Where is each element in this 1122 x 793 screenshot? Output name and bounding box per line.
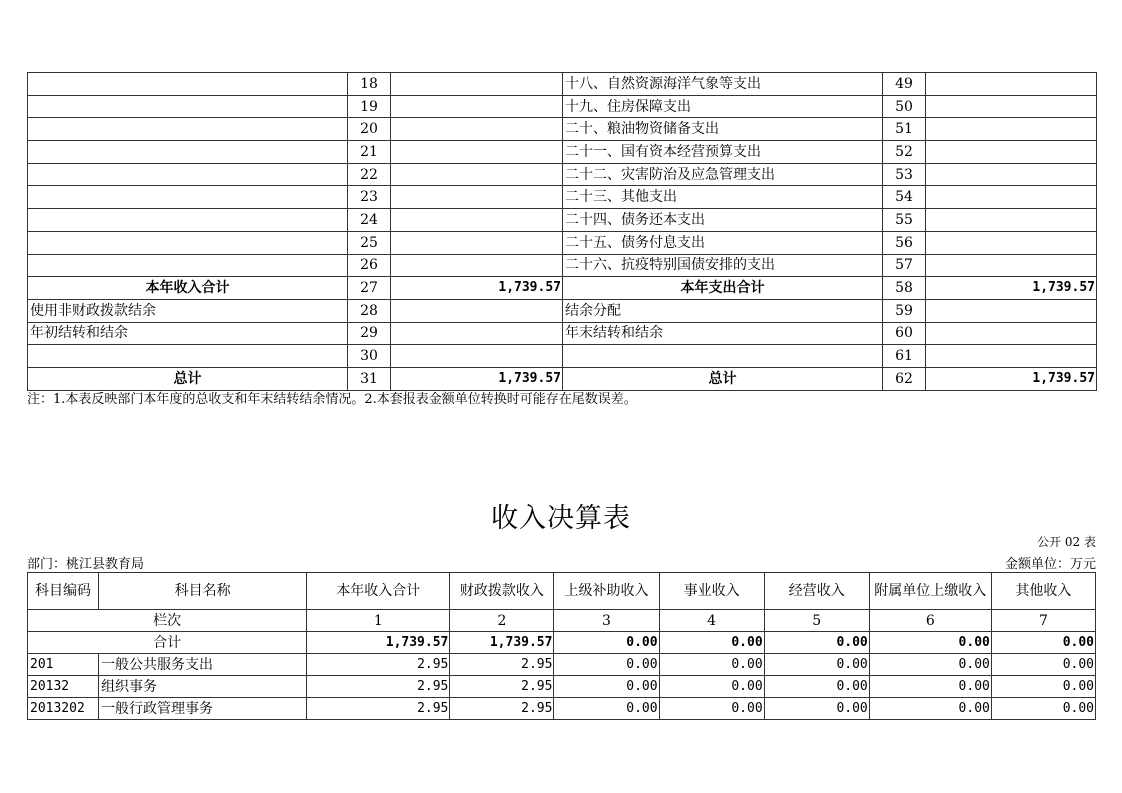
income-item-label	[28, 163, 348, 186]
expenditure-amount	[926, 254, 1097, 277]
income-line-number: 19	[348, 95, 391, 118]
table-note: 注：1.本表反映部门本年度的总收支和年末结转结余情况。2.本套报表金额单位转换时可能存在尾数误差。	[27, 392, 637, 407]
income-amount	[391, 254, 563, 277]
amount-cell: 0.00	[869, 676, 991, 698]
expenditure-amount	[926, 209, 1097, 232]
summary-row	[28, 231, 1097, 254]
department-label: 部门：桃江县教育局	[27, 557, 145, 572]
expenditure-amount	[926, 345, 1097, 368]
income-line-number: 29	[348, 322, 391, 345]
expenditure-item-label: 总计	[563, 367, 883, 390]
subject-code: 201	[28, 654, 99, 676]
summary-row	[28, 322, 1097, 345]
expenditure-line-number: 53	[883, 163, 926, 186]
summary-row	[28, 73, 1097, 96]
income-amount	[391, 209, 563, 232]
summary-row	[28, 299, 1097, 322]
income-item-label	[28, 95, 348, 118]
total-value: 0.00	[869, 632, 991, 654]
expenditure-line-number: 50	[883, 95, 926, 118]
income-item-label	[28, 345, 348, 368]
header-cell: 事业收入	[659, 573, 764, 610]
income-amount	[391, 186, 563, 209]
summary-row	[28, 254, 1097, 277]
summary-row	[28, 95, 1097, 118]
amount-cell: 0.00	[554, 654, 659, 676]
amount-cell: 2.95	[307, 676, 450, 698]
income-item-label	[28, 73, 348, 96]
expenditure-amount	[926, 95, 1097, 118]
income-line-number: 25	[348, 231, 391, 254]
expenditure-item-label: 二十四、债务还本支出	[563, 209, 883, 232]
summary-row	[28, 141, 1097, 164]
expenditure-line-number: 61	[883, 345, 926, 368]
unit-label: 金额单位：万元	[1004, 557, 1096, 572]
income-line-number: 20	[348, 118, 391, 141]
income-line-number: 22	[348, 163, 391, 186]
subject-name: 组织事务	[99, 676, 307, 698]
expenditure-item-label: 二十三、其他支出	[563, 186, 883, 209]
total-value: 1,739.57	[450, 632, 554, 654]
income-amount	[391, 163, 563, 186]
income-line-number: 23	[348, 186, 391, 209]
amount-cell: 0.00	[869, 654, 991, 676]
table-row	[28, 654, 1096, 676]
income-amount	[391, 345, 563, 368]
total-value: 0.00	[764, 632, 869, 654]
expenditure-line-number: 51	[883, 118, 926, 141]
expenditure-line-number: 55	[883, 209, 926, 232]
subject-name: 一般公共服务支出	[99, 654, 307, 676]
expenditure-item-label: 二十一、国有资本经营预算支出	[563, 141, 883, 164]
income-item-label: 使用非财政拨款结余	[28, 299, 348, 322]
header-cell: 科目名称	[99, 573, 307, 610]
expenditure-line-number: 60	[883, 322, 926, 345]
amount-cell: 0.00	[764, 676, 869, 698]
total-value: 0.00	[659, 632, 764, 654]
summary-row	[28, 209, 1097, 232]
total-value: 0.00	[991, 632, 1095, 654]
table-row	[28, 698, 1096, 720]
amount-cell: 0.00	[659, 676, 764, 698]
income-line-number: 18	[348, 73, 391, 96]
income-amount: 1,739.57	[391, 277, 563, 300]
expenditure-line-number: 49	[883, 73, 926, 96]
income-line-number: 27	[348, 277, 391, 300]
form-code: 公开 02 表	[1037, 535, 1096, 549]
expenditure-amount: 1,739.57	[926, 277, 1097, 300]
expenditure-amount	[926, 73, 1097, 96]
summary-row	[28, 367, 1097, 390]
income-amount	[391, 118, 563, 141]
expenditure-amount: 1,739.57	[926, 367, 1097, 390]
income-item-label	[28, 186, 348, 209]
amount-cell: 0.00	[764, 654, 869, 676]
subject-code: 20132	[28, 676, 99, 698]
column-number: 7	[991, 610, 1095, 632]
amount-cell: 0.00	[554, 698, 659, 720]
expenditure-line-number: 58	[883, 277, 926, 300]
expenditure-item-label: 二十、粮油物资储备支出	[563, 118, 883, 141]
header-row	[28, 573, 1096, 610]
expenditure-line-number: 57	[883, 254, 926, 277]
amount-cell: 2.95	[450, 676, 554, 698]
table-row	[28, 676, 1096, 698]
income-item-label: 年初结转和结余	[28, 322, 348, 345]
amount-cell: 0.00	[991, 654, 1095, 676]
expenditure-item-label: 二十六、抗疫特别国债安排的支出	[563, 254, 883, 277]
summary-row	[28, 277, 1097, 300]
amount-cell: 0.00	[991, 698, 1095, 720]
header-cell: 上级补助收入	[554, 573, 659, 610]
header-cell: 附属单位上缴收入	[869, 573, 991, 610]
summary-row	[28, 345, 1097, 368]
amount-cell: 0.00	[659, 654, 764, 676]
expenditure-item-label: 本年支出合计	[563, 277, 883, 300]
expenditure-item-label: 结余分配	[563, 299, 883, 322]
expenditure-line-number: 52	[883, 141, 926, 164]
income-line-number: 21	[348, 141, 391, 164]
expenditure-line-number: 56	[883, 231, 926, 254]
income-expenditure-summary-table	[27, 72, 1097, 391]
header-cell: 本年收入合计	[307, 573, 450, 610]
expenditure-item-label: 二十二、灾害防治及应急管理支出	[563, 163, 883, 186]
income-line-number: 26	[348, 254, 391, 277]
expenditure-amount	[926, 118, 1097, 141]
amount-cell: 2.95	[450, 698, 554, 720]
expenditure-amount	[926, 231, 1097, 254]
header-cell: 科目编码	[28, 573, 99, 610]
total-value: 1,739.57	[307, 632, 450, 654]
expenditure-line-number: 62	[883, 367, 926, 390]
income-final-accounts-table	[27, 572, 1096, 720]
column-number: 6	[869, 610, 991, 632]
column-number: 1	[307, 610, 450, 632]
column-number: 4	[659, 610, 764, 632]
amount-cell: 2.95	[450, 654, 554, 676]
amount-cell: 2.95	[307, 698, 450, 720]
amount-cell: 0.00	[659, 698, 764, 720]
amount-cell: 0.00	[554, 676, 659, 698]
amount-cell: 2.95	[307, 654, 450, 676]
income-line-number: 30	[348, 345, 391, 368]
expenditure-item-label: 十八、自然资源海洋气象等支出	[563, 73, 883, 96]
income-item-label	[28, 118, 348, 141]
header-cell: 财政拨款收入	[450, 573, 554, 610]
expenditure-line-number: 54	[883, 186, 926, 209]
header-cell: 其他收入	[991, 573, 1095, 610]
income-item-label	[28, 141, 348, 164]
income-line-number: 31	[348, 367, 391, 390]
income-amount	[391, 73, 563, 96]
summary-row	[28, 163, 1097, 186]
header-cell: 经营收入	[764, 573, 869, 610]
income-item-label: 总计	[28, 367, 348, 390]
income-amount	[391, 322, 563, 345]
expenditure-amount	[926, 299, 1097, 322]
expenditure-item-label: 年末结转和结余	[563, 322, 883, 345]
column-label: 栏次	[28, 610, 307, 632]
total-label: 合计	[28, 632, 307, 654]
summary-row	[28, 118, 1097, 141]
expenditure-amount	[926, 141, 1097, 164]
amount-cell: 0.00	[991, 676, 1095, 698]
expenditure-amount	[926, 163, 1097, 186]
expenditure-item-label: 十九、住房保障支出	[563, 95, 883, 118]
income-item-label	[28, 231, 348, 254]
amount-cell: 0.00	[764, 698, 869, 720]
income-amount: 1,739.57	[391, 367, 563, 390]
income-item-label: 本年收入合计	[28, 277, 348, 300]
column-number: 2	[450, 610, 554, 632]
income-amount	[391, 95, 563, 118]
amount-cell: 0.00	[869, 698, 991, 720]
subject-name: 一般行政管理事务	[99, 698, 307, 720]
income-line-number: 24	[348, 209, 391, 232]
summary-row	[28, 186, 1097, 209]
expenditure-item-label: 二十五、债务付息支出	[563, 231, 883, 254]
income-item-label	[28, 209, 348, 232]
column-number-row	[28, 610, 1096, 632]
expenditure-amount	[926, 186, 1097, 209]
expenditure-item-label	[563, 345, 883, 368]
expenditure-line-number: 59	[883, 299, 926, 322]
page-title: 收入决算表	[491, 503, 631, 534]
income-item-label	[28, 254, 348, 277]
income-amount	[391, 141, 563, 164]
income-line-number: 28	[348, 299, 391, 322]
total-value: 0.00	[554, 632, 659, 654]
subject-code: 2013202	[28, 698, 99, 720]
column-number: 3	[554, 610, 659, 632]
column-number: 5	[764, 610, 869, 632]
total-row	[28, 632, 1096, 654]
expenditure-amount	[926, 322, 1097, 345]
income-amount	[391, 231, 563, 254]
income-amount	[391, 299, 563, 322]
